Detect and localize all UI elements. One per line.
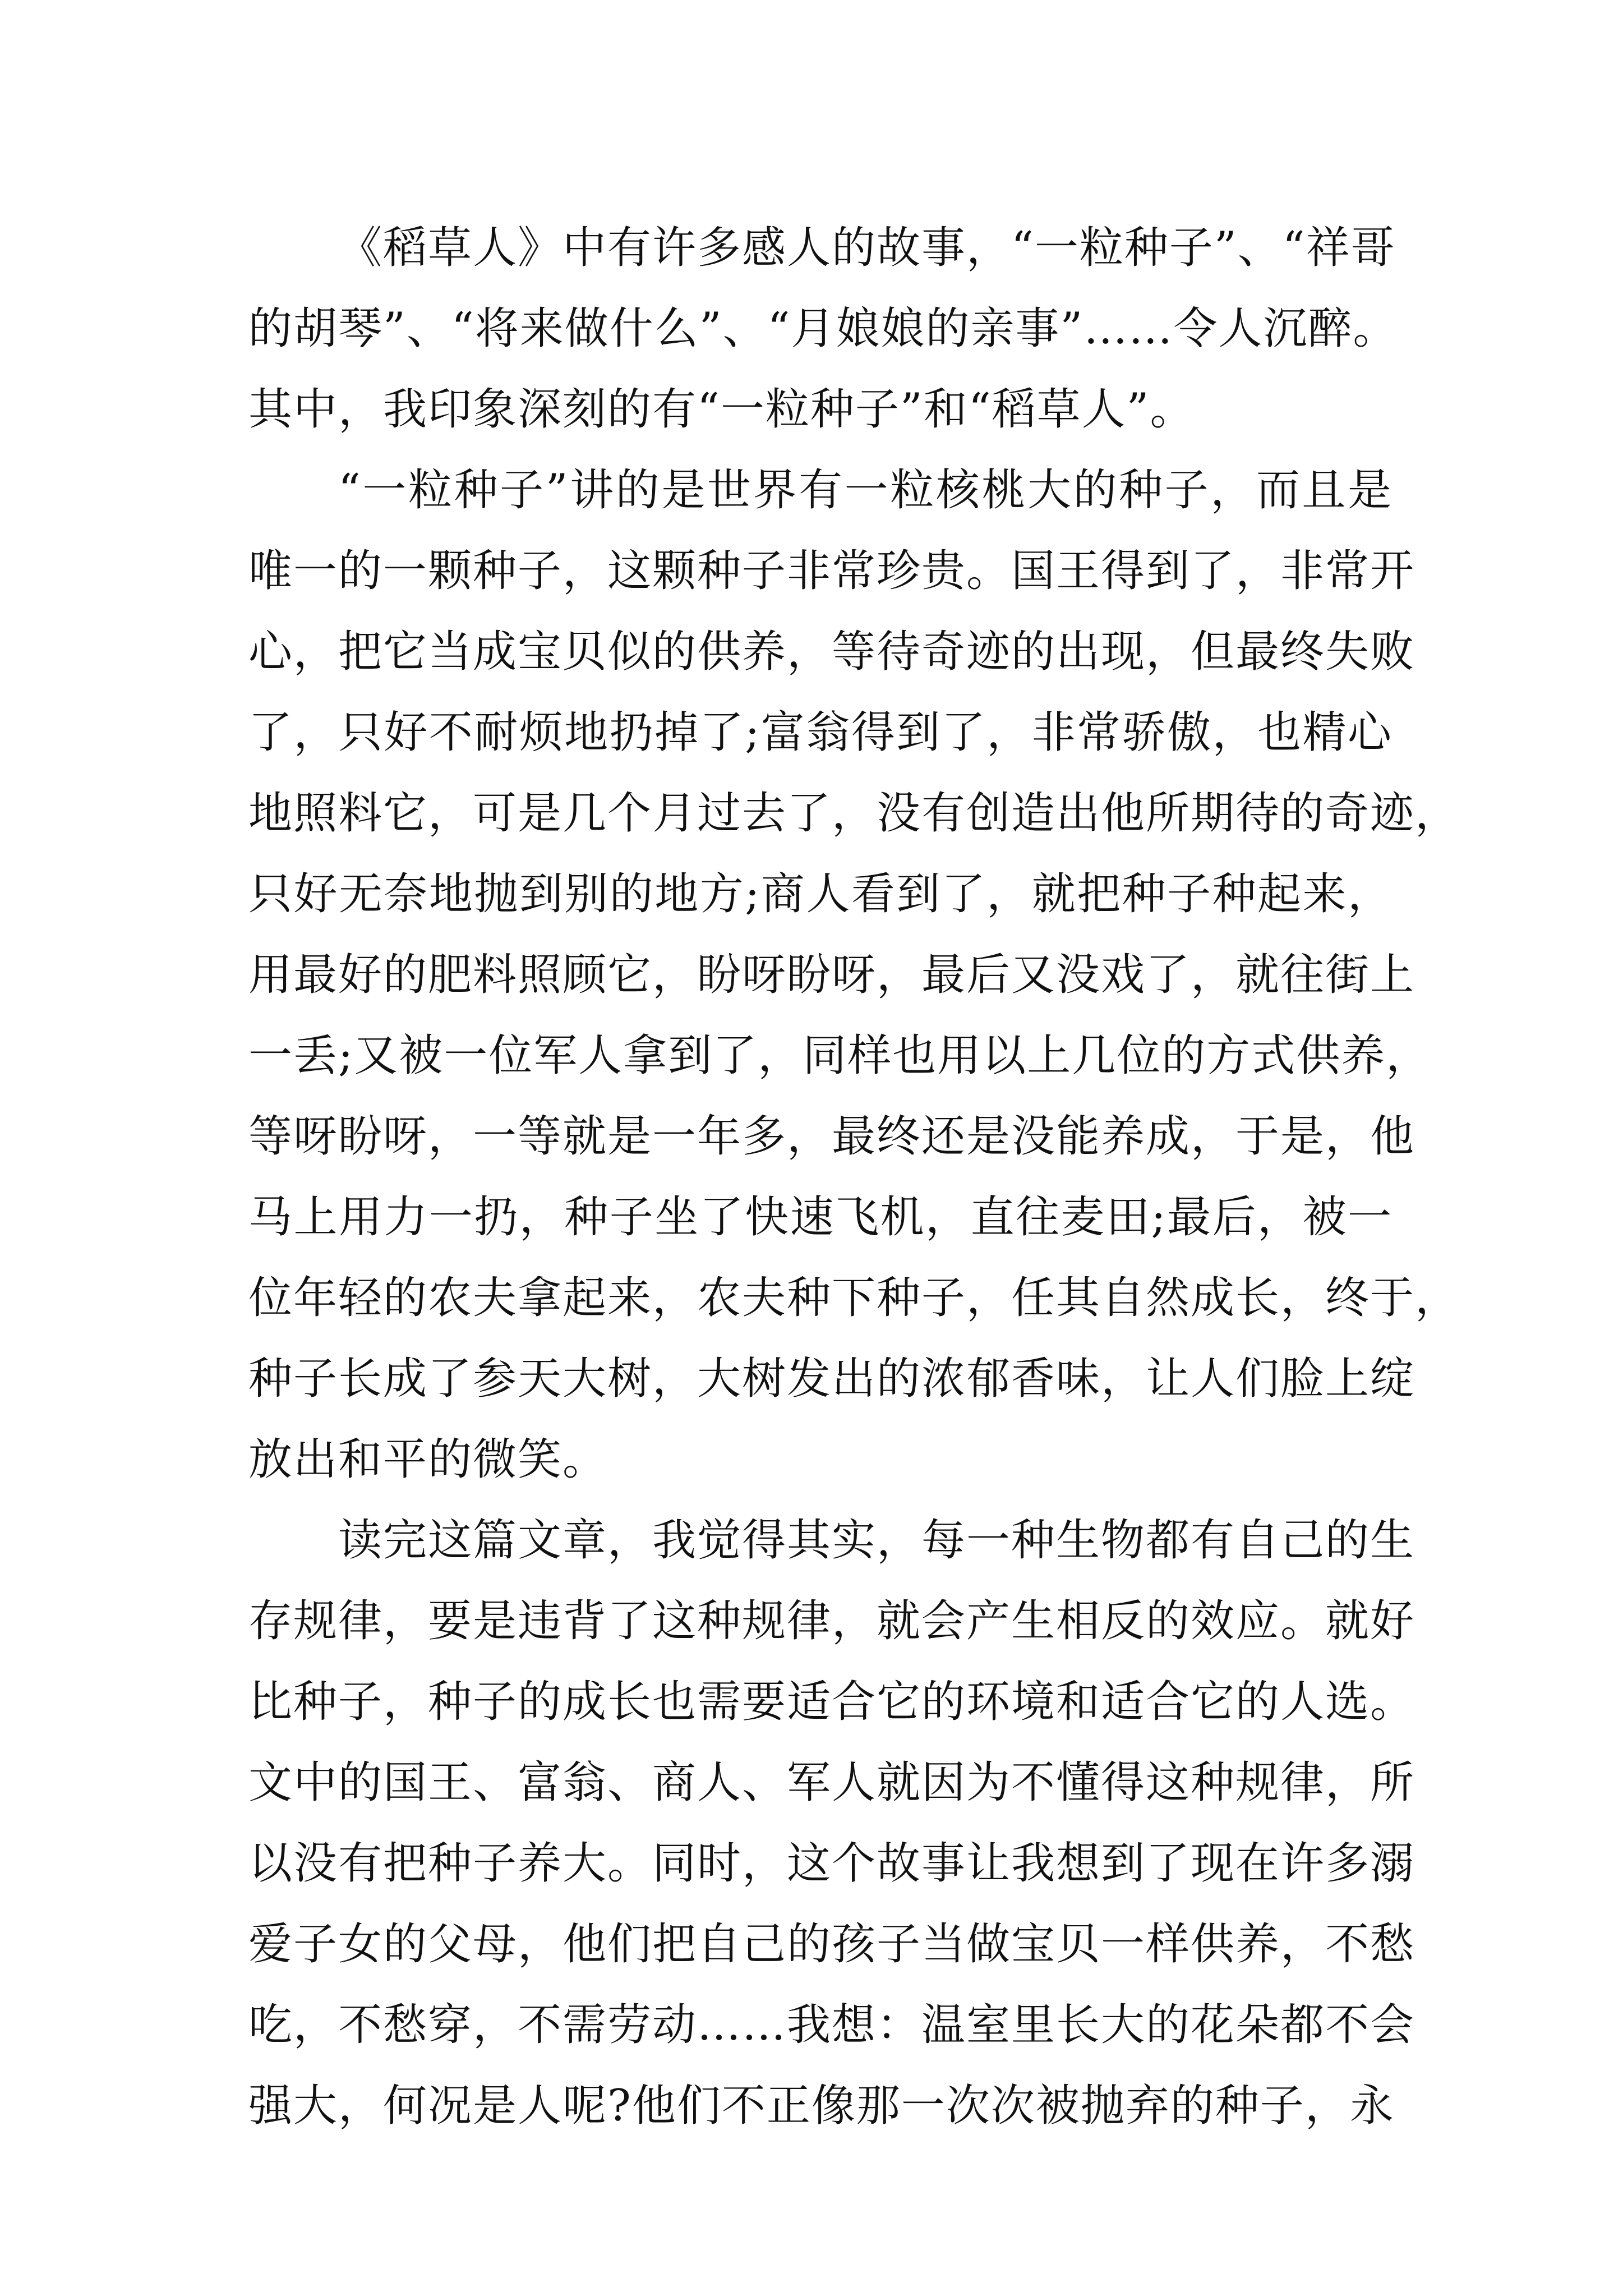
text-line: 《稻草人》中有许多感人的故事，“一粒种子”、“祥哥 [338, 223, 1396, 273]
text-line: 马上用力一扔，种子坐了快速飞机，直往麦田;最后，被一 [248, 1192, 1393, 1243]
text-line: 地照料它，可是几个月过去了，没有创造出他所期待的奇迹， [248, 788, 1460, 839]
text-line: 以没有把种子养大。同时，这个故事让我想到了现在许多溺 [248, 1838, 1415, 1889]
paragraph-1 [248, 208, 1398, 450]
body-text [248, 208, 1460, 2146]
text-line: 的胡琴”、“将来做什么”、“月娘娘的亲事”……令人沉醉。 [248, 303, 1398, 354]
text-line: 了，只好不耐烦地扔掉了;富翁得到了，非常骄傲，也精心 [248, 707, 1393, 758]
paragraph-2 [248, 450, 1460, 1500]
text-line: 位年轻的农夫拿起来，农夫种下种子，任其自然成长，终于， [248, 1273, 1460, 1323]
text-line: 心，把它当成宝贝似的供养，等待奇迹的出现，但最终失败 [248, 627, 1415, 677]
paragraph-3 [248, 1500, 1415, 2146]
text-line: 种子长成了参天大树，大树发出的浓郁香味，让人们脸上绽 [248, 1354, 1415, 1404]
text-line: 强大，何况是人呢?他们不正像那一次次被抛弃的种子，永 [248, 2081, 1395, 2131]
text-line: 用最好的肥料照顾它，盼呀盼呀，最后又没戏了，就往街上 [248, 950, 1415, 1000]
text-line: “一粒种子”讲的是世界有一粒核桃大的种子，而且是 [338, 465, 1393, 516]
text-line: 存规律，要是违背了这种规律，就会产生相反的效应。就好 [248, 1596, 1415, 1646]
text-line: 唯一的一颗种子，这颗种子非常珍贵。国王得到了，非常开 [248, 546, 1415, 596]
text-line: 放出和平的微笑。 [248, 1434, 608, 1485]
text-line: 一丢;又被一位军人拿到了，同样也用以上几位的方式供养， [248, 1030, 1431, 1081]
text-line: 其中，我印象深刻的有“一粒种子”和“稻草人”。 [248, 384, 1195, 435]
text-line: 吃，不愁穿，不需劳动……我想：温室里长大的花朵都不会 [248, 2000, 1415, 2050]
text-line: 只好无奈地抛到别的地方;商人看到了，就把种子种起来， [248, 869, 1393, 919]
text-line: 爱子女的父母，他们把自己的孩子当做宝贝一样供养，不愁 [248, 1919, 1415, 1970]
text-line: 文中的国王、富翁、商人、军人就因为不懂得这种规律，所 [248, 1757, 1415, 1808]
text-line: 读完这篇文章，我觉得其实，每一种生物都有自己的生 [338, 1515, 1415, 1566]
text-line: 比种子，种子的成长也需要适合它的环境和适合它的人选。 [248, 1677, 1415, 1727]
text-line: 等呀盼呀，一等就是一年多，最终还是没能养成，于是，他 [248, 1111, 1415, 1162]
